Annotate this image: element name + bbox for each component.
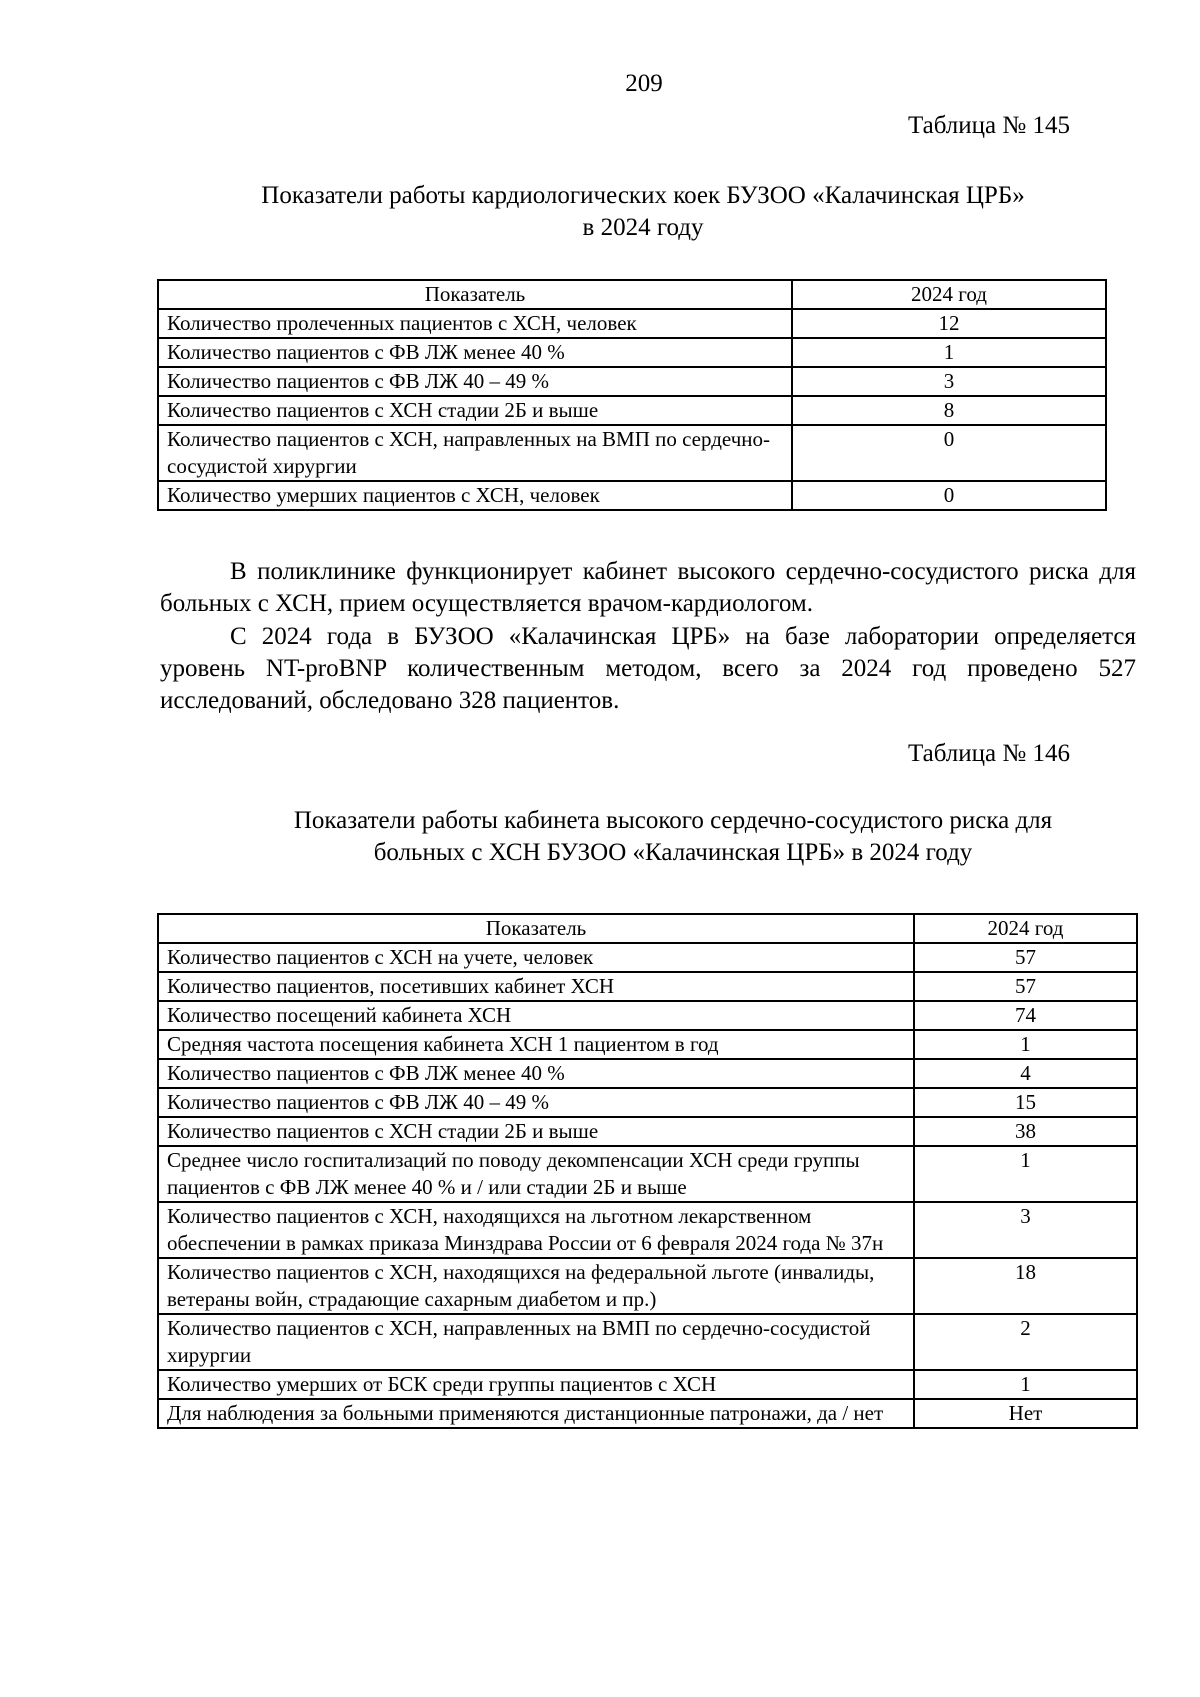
table-row [158,425,1106,481]
row-label: Количество пациентов с ФВ ЛЖ менее 40 % [158,1059,914,1088]
header-year: 2024 год [914,914,1137,943]
row-label: Среднее число госпитализаций по поводу декомпенсации ХСН среди группы пациентов с ФВ ЛЖ менее 40 % и / или стадии 2Б и выше [158,1146,914,1202]
table-row [158,1088,1137,1117]
row-value: 18 [914,1258,1137,1314]
row-label: Количество пролеченных пациентов с ХСН, человек [158,309,792,338]
table-row [158,1001,1137,1030]
table-row [158,309,1106,338]
row-label: Для наблюдения за больными применяются дистанционные патронажи, да / нет [158,1399,914,1428]
table-145-caption-line1: Показатели работы кардиологических коек БУЗОО «Калачинская ЦРБ» [261,182,1025,209]
table-146-caption-line1: Показатели работы кабинета высокого сердечно-сосудистого риска для [293,807,1053,834]
table-row [158,1258,1137,1314]
table-146-caption-line2: больных с ХСН БУЗОО «Калачинская ЦРБ» в 2024 году [373,839,973,866]
row-label: Количество пациентов с ХСН, находящихся на федеральной льготе (инвалиды, ветераны войн, страдающие сахарным диабетом и пр.) [158,1258,914,1314]
row-value: 15 [914,1088,1137,1117]
header-indicator: Показатель [158,280,792,309]
row-label: Количество пациентов с ФВ ЛЖ менее 40 % [158,338,792,367]
row-label: Количество пациентов с ХСН на учете, человек [158,943,914,972]
table-145-label: Таблица № 145 [907,112,1070,139]
table-row [158,1146,1137,1202]
table-row [158,481,1106,510]
table-row [158,338,1106,367]
header-year: 2024 год [792,280,1106,309]
table-145-caption [160,180,1126,244]
table-row [158,1370,1137,1399]
table-row [158,1399,1137,1428]
row-label: Количество пациентов с ХСН, направленных на ВМП по сердечно-сосудистой хирургии [158,1314,914,1370]
row-value: 1 [914,1146,1137,1202]
row-label: Средняя частота посещения кабинета ХСН 1 пациентом в год [158,1030,914,1059]
row-value: 0 [792,425,1106,481]
row-label: Количество умерших от БСК среди группы пациентов с ХСН [158,1370,914,1399]
row-value: 2 [914,1314,1137,1370]
row-label: Количество пациентов с ХСН, направленных на ВМП по сердечно-сосудистой хирургии [158,425,792,481]
row-label: Количество пациентов с ФВ ЛЖ 40 – 49 % [158,367,792,396]
table-row [158,972,1137,1001]
header-indicator: Показатель [158,914,914,943]
table-row [158,943,1137,972]
table-row [158,1059,1137,1088]
row-label: Количество посещений кабинета ХСН [158,1001,914,1030]
paragraph-ntprobnp: С 2024 года в БУЗОО «Калачинская ЦРБ» на базе лаборатории определяется уровень NT-proBNP количественным методом, всего за 2024 год проведено 527 исследований, обследовано 328 пациентов. [160,623,1136,714]
table-146-caption [220,805,1126,869]
page-number: 209 [625,70,663,97]
table-row [158,396,1106,425]
table-146-label: Таблица № 146 [907,740,1070,767]
row-value: 74 [914,1001,1137,1030]
row-label: Количество пациентов с ФВ ЛЖ 40 – 49 % [158,1088,914,1117]
row-label: Количество умерших пациентов с ХСН, человек [158,481,792,510]
row-value: 38 [914,1117,1137,1146]
table-row [158,1202,1137,1258]
table-146-header-row [158,914,1137,943]
table-145-caption-line2: в 2024 году [582,214,704,241]
table-row [158,367,1106,396]
table-146 [157,913,1138,1429]
table-145-header-row [158,280,1106,309]
row-value: 3 [914,1202,1137,1258]
row-value: 1 [914,1030,1137,1059]
row-label: Количество пациентов, посетивших кабинет ХСН [158,972,914,1001]
paragraph-cabinet: В поликлинике функционирует кабинет высокого сердечно-сосудистого риска для больных с ХСН, прием осуществляется врачом-кардиологом. [160,558,1136,617]
row-value: 3 [792,367,1106,396]
table-row [158,1117,1137,1146]
row-value: 8 [792,396,1106,425]
row-label: Количество пациентов с ХСН стадии 2Б и выше [158,396,792,425]
row-value: 12 [792,309,1106,338]
row-value: 57 [914,972,1137,1001]
row-value: 57 [914,943,1137,972]
row-label: Количество пациентов с ХСН, находящихся на льготном лекарственном обеспечении в рамках приказа Минздрава России от 6 февраля 2024 года № 37н [158,1202,914,1258]
table-row [158,1314,1137,1370]
table-145 [157,279,1107,511]
table-row [158,1030,1137,1059]
row-value: 0 [792,481,1106,510]
row-value: Нет [914,1399,1137,1428]
row-value: 4 [914,1059,1137,1088]
row-value: 1 [792,338,1106,367]
row-value: 1 [914,1370,1137,1399]
row-label: Количество пациентов с ХСН стадии 2Б и выше [158,1117,914,1146]
